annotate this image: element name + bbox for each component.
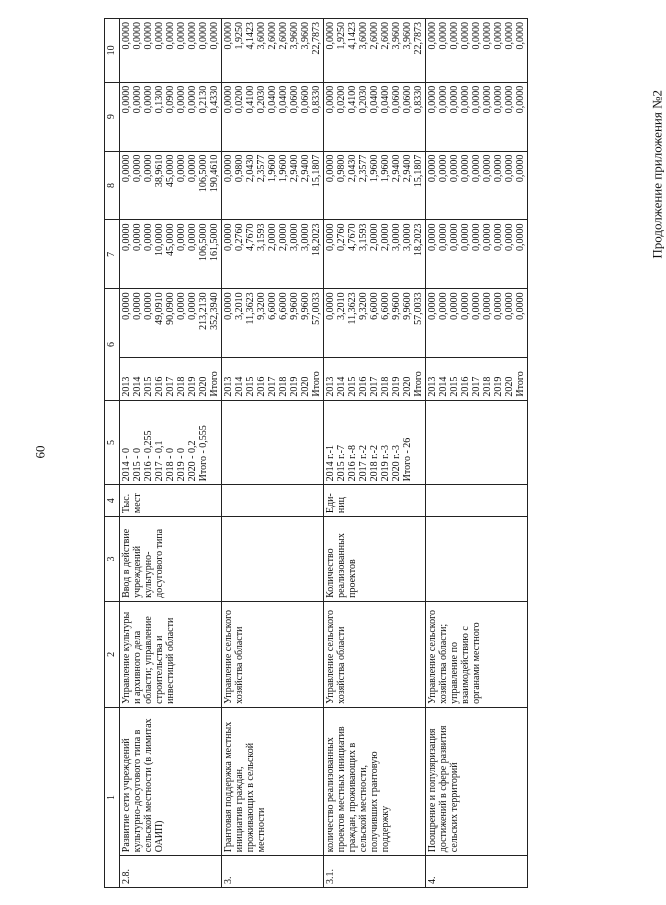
- column-header: 2: [105, 601, 120, 707]
- row-col10: 0,0000 1,9250 4,1423 3,6000 2,6000 2,6000 3,9600 3,9600 22,7873: [222, 19, 324, 83]
- row-number: 3.1.: [324, 856, 426, 888]
- table-row: [222, 19, 324, 888]
- page-number: 60: [32, 445, 48, 459]
- row-col10: 0,0000 0,0000 0,0000 0,0000 0,0000 0,0000 0,0000 0,0000 0,0000: [120, 19, 222, 83]
- row-col6: 0,0000 0,0000 0,0000 49,0910 90,0900 0,0000 0,0000 213,2130 352,3940: [120, 289, 222, 358]
- row-unit: Тыс. мест: [120, 485, 222, 517]
- row-col10: 0,0000 1,9250 4,1423 3,6000 2,6000 2,6000 3,9600 3,9600 22,7873: [324, 19, 426, 83]
- row-col6: 0,0000 3,2010 11,3623 9,3200 6,6000 6,6000 9,9600 9,9600 57,0033: [324, 289, 426, 358]
- row-name: Развитие сети учреждений культурно-досугового типа в сельской местности (в лимитах ОАИП): [120, 707, 222, 855]
- row-unit: [222, 485, 324, 517]
- row-col8: 0,0000 0,9800 2,0430 2,3577 1,9600 1,9600 2,9400 2,9400 15,1807: [222, 151, 324, 220]
- row-col7: 0,0000 0,2760 4,7670 3,1593 2,0000 2,0000 3,0000 3,0000 18,2023: [324, 220, 426, 289]
- row-years: 2013 2014 2015 2016 2017 2018 2019 2020 Итого: [120, 358, 222, 400]
- page-header: Продолжение приложения №2: [650, 90, 665, 259]
- column-header: 6: [105, 289, 120, 400]
- program-table: [104, 18, 528, 888]
- column-header: 5: [105, 400, 120, 485]
- column-header: 4: [105, 485, 120, 517]
- row-col7: 0,0000 0,0000 0,0000 0,0000 0,0000 0,0000 0,0000 0,0000 0,0000: [426, 220, 528, 289]
- row-number: 3.: [222, 856, 324, 888]
- row-name: Поощрение и популяризация достижений в сфере развития сельских территорий: [426, 707, 528, 855]
- row-responsible: Управление сельского хозяйства области; управление по взаимодействию с органами местного: [426, 601, 528, 707]
- row-col7: 0,0000 0,2760 4,7670 3,1593 2,0000 2,0000 3,0000 3,0000 18,2023: [222, 220, 324, 289]
- column-header: 9: [105, 82, 120, 151]
- row-responsible: Управление сельского хозяйства области: [222, 601, 324, 707]
- row-col8: 0,0000 0,9800 2,0430 2,3577 1,9600 1,9600 2,9400 2,9400 15,1807: [324, 151, 426, 220]
- program-table-canvas: [104, 18, 624, 888]
- column-header: 8: [105, 151, 120, 220]
- row-years: 2013 2014 2015 2016 2017 2018 2019 2020 Итого: [426, 358, 528, 400]
- row-plan: 2014 г.-1 2015 г.-7 2016 г.-8 2017 г.-2 2018 г.-2 2019 г.-3 2020 г.-3 Итого - 26: [324, 400, 426, 485]
- row-number: 2.8.: [120, 856, 222, 888]
- column-header: 10: [105, 19, 120, 83]
- row-col8: 0,0000 0,0000 0,0000 0,0000 0,0000 0,0000 0,0000 0,0000 0,0000: [426, 151, 528, 220]
- row-plan: [426, 400, 528, 485]
- row-col9: 0,0000 0,0200 0,4100 0,2030 0,0400 0,0400 0,0600 0,0600 0,8330: [324, 82, 426, 151]
- column-number-row: [105, 19, 120, 888]
- row-col9: 0,0000 0,0000 0,0000 0,1300 0,0900 0,0000 0,0000 0,2130 0,4330: [120, 82, 222, 151]
- table-row: [324, 19, 426, 888]
- row-unit: Еди-ниц: [324, 485, 426, 517]
- row-unit: [426, 485, 528, 517]
- row-number: 4.: [426, 856, 528, 888]
- row-indicator: Количество реализованных проектов: [324, 517, 426, 602]
- row-col9: 0,0000 0,0000 0,0000 0,0000 0,0000 0,0000 0,0000 0,0000 0,0000: [426, 82, 528, 151]
- table-body: [120, 19, 528, 888]
- column-header: 1: [105, 707, 120, 887]
- row-name: Грантовая поддержка местных инициатив граждан, проживающих в сельской местности: [222, 707, 324, 855]
- row-responsible: Управление сельского хозяйства области: [324, 601, 426, 707]
- row-indicator: [426, 517, 528, 602]
- row-col9: 0,0000 0,0200 0,4100 0,2030 0,0400 0,0400 0,0600 0,0600 0,8330: [222, 82, 324, 151]
- column-header: 7: [105, 220, 120, 289]
- row-plan: [222, 400, 324, 485]
- row-name: количество реализованных проектов местных инициатив граждан, проживающих в сельской местности, получивших грантовую поддержку: [324, 707, 426, 855]
- table-row: [426, 19, 528, 888]
- row-plan: 2014 - 0 2015 - 0 2016 - 0,255 2017 - 0,1 2018 - 0 2019 - 0 2020 - 0,2 Итого - 0,555: [120, 400, 222, 485]
- row-indicator: [222, 517, 324, 602]
- row-col10: 0,0000 0,0000 0,0000 0,0000 0,0000 0,0000 0,0000 0,0000 0,0000: [426, 19, 528, 83]
- row-col8: 0,0000 0,0000 0,0000 38,9610 45,0000 0,0000 0,0000 106,5000 190,4610: [120, 151, 222, 220]
- row-responsible: Управление культуры и архивного дела области; управление строительства и инвестиций области: [120, 601, 222, 707]
- table-row: [120, 19, 222, 888]
- row-years: 2013 2014 2015 2016 2017 2018 2019 2020 Итого: [222, 358, 324, 400]
- row-years: 2013 2014 2015 2016 2017 2018 2019 2020 Итого: [324, 358, 426, 400]
- row-col6: 0,0000 0,0000 0,0000 0,0000 0,0000 0,0000 0,0000 0,0000 0,0000: [426, 289, 528, 358]
- column-header: 3: [105, 517, 120, 602]
- row-col6: 0,0000 3,2010 11,3623 9,3200 6,6000 6,6000 9,9600 9,9600 57,0033: [222, 289, 324, 358]
- row-indicator: Ввод в действие учреждений культурно-досугового типа: [120, 517, 222, 602]
- row-col7: 0,0000 0,0000 0,0000 10,0000 45,0000 0,0000 0,0000 106,5000 161,5000: [120, 220, 222, 289]
